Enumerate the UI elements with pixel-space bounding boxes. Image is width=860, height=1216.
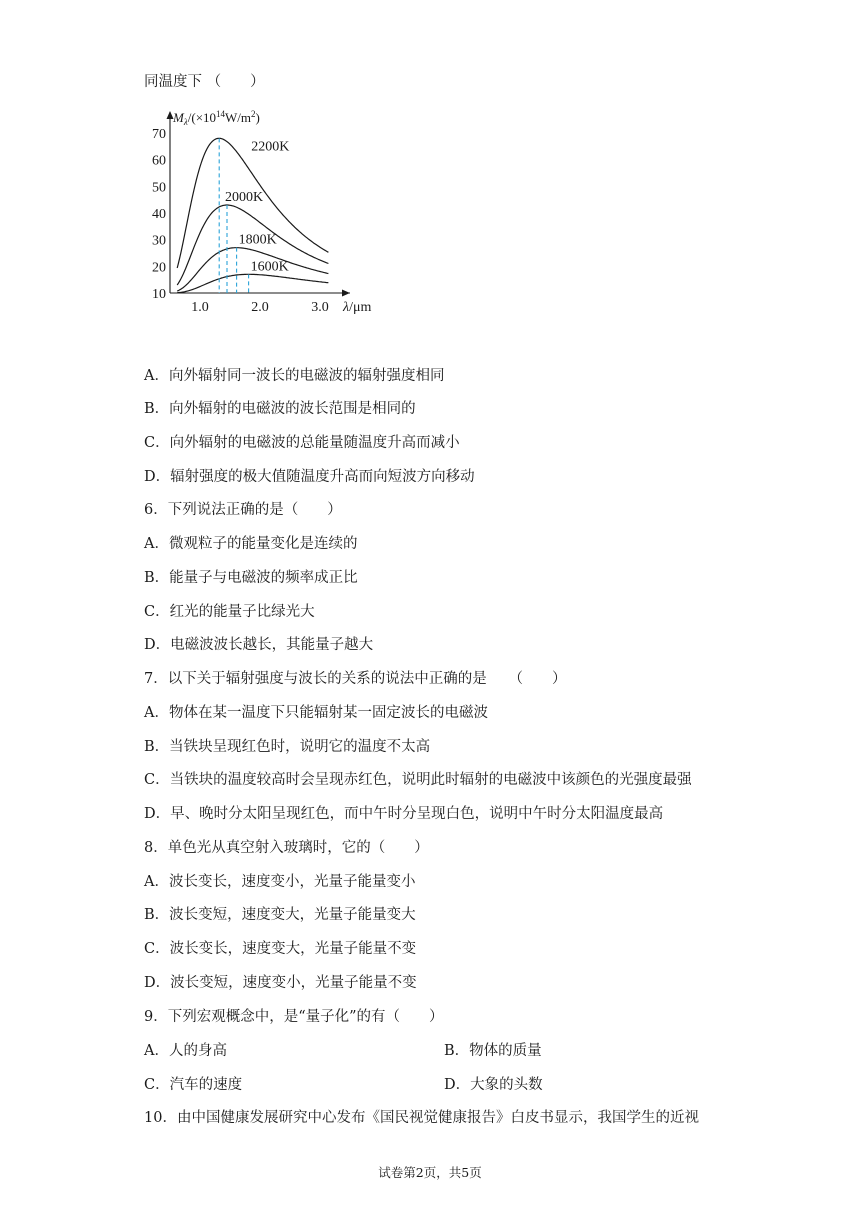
x-axis-arrow [342, 290, 350, 297]
y-tick-label: 70 [152, 127, 166, 142]
y-tick-label: 60 [152, 153, 166, 169]
q6-option-a[interactable]: A．微观粒子的能量变化是连续的 [144, 536, 358, 552]
y-tick-label: 30 [152, 233, 166, 249]
q9-option-c[interactable]: C．汽车的速度 [144, 1077, 243, 1093]
y-tick-label: 50 [152, 180, 166, 196]
q6-option-b[interactable]: B．能量子与电磁波的频率成正比 [144, 570, 358, 586]
q8-stem: 8．单色光从真空射入玻璃时，它的（ ） [144, 840, 429, 856]
q7-stem: 7．以下关于辐射强度与波长的关系的说法中正确的是 （ ） [144, 671, 567, 687]
q6-option-c[interactable]: C．红光的能量子比绿光大 [144, 604, 315, 620]
q5-option-d[interactable]: D．辐射强度的极大值随温度升高而向短波方向移动 [144, 469, 475, 485]
page-footer: 试卷第2页，共5页 [378, 1165, 482, 1180]
q6-option-d[interactable]: D．电磁波波长越长，其能量子越大 [144, 637, 374, 653]
q7-option-b[interactable]: B．当铁块呈现红色时，说明它的温度不太高 [144, 739, 431, 755]
curve-label-1800K: 1800K [238, 232, 277, 248]
x-tick-label: 3.0 [311, 300, 329, 315]
y-tick-label: 40 [152, 207, 166, 222]
x-tick-label: 1.0 [191, 300, 209, 315]
q6-stem: 6．下列说法正确的是（ ） [144, 502, 342, 518]
question-intro-text: 同温度下 （ ） [144, 74, 265, 90]
q5-option-a[interactable]: A．向外辐射同一波长的电磁波的辐射强度相同 [144, 368, 445, 384]
curve-1600K [177, 274, 328, 292]
q10-stem: 10．由中国健康发展研究中心发布《国民视觉健康报告》白皮书显示，我国学生的近视 [144, 1110, 699, 1126]
curve-label-2200K: 2200K [251, 139, 290, 155]
q5-option-b[interactable]: B．向外辐射的电磁波的波长范围是相同的 [144, 401, 416, 417]
y-tick-label: 20 [152, 260, 166, 276]
q9-stem: 9．下列宏观概念中，是“量子化”的有（ ） [144, 1009, 444, 1025]
q8-option-a[interactable]: A．波长变长，速度变小，光量子能量变小 [144, 874, 416, 890]
q9-option-d[interactable]: D．大象的头数 [444, 1077, 543, 1093]
q8-option-c[interactable]: C．波长变长，速度变大，光量子能量不变 [144, 941, 417, 957]
curve-label-1600K: 1600K [250, 259, 289, 275]
q5-option-c[interactable]: C．向外辐射的电磁波的总能量随温度升高而减小 [144, 435, 460, 451]
x-tick-label: 2.0 [251, 300, 269, 315]
y-tick-label: 10 [152, 287, 166, 302]
x-axis-label: λ/μm [343, 300, 372, 315]
q9-option-a[interactable]: A．人的身高 [144, 1043, 227, 1059]
q8-option-d[interactable]: D．波长变短，速度变小，光量子能量不变 [144, 975, 417, 991]
q9-option-b[interactable]: B．物体的质量 [444, 1043, 542, 1059]
q7-option-a[interactable]: A．物体在某一温度下只能辐射某一固定波长的电磁波 [144, 705, 488, 721]
q7-option-c[interactable]: C．当铁块的温度较高时会呈现赤红色，说明此时辐射的电磁波中该颜色的光强度最强 [144, 772, 692, 788]
q7-option-d[interactable]: D．早、晚时分太阳呈现红色，而中午时分呈现白色，说明中午时分太阳温度最高 [144, 806, 664, 822]
blackbody-radiation-chart [140, 100, 390, 325]
curve-label-2000K: 2000K [225, 190, 264, 205]
q8-option-b[interactable]: B．波长变短，速度变大，光量子能量变大 [144, 907, 416, 923]
y-axis-label: $M_\lambda/(\times 10^{14}W/m^2)$ [173, 109, 260, 127]
